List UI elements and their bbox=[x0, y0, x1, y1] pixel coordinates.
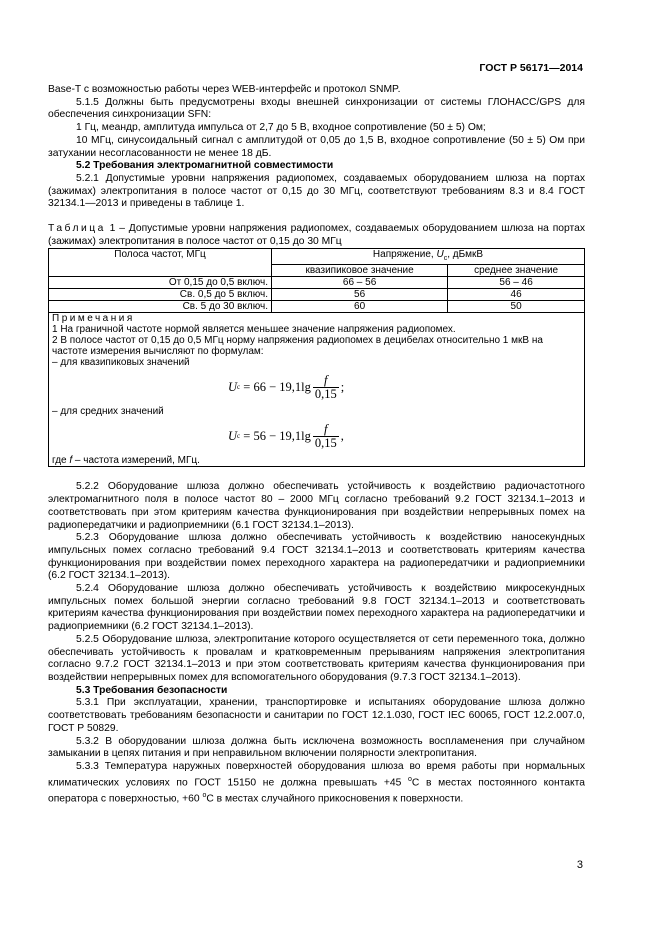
paragraph-5-2-3: 5.2.3 Оборудование шлюза должно обеспечивать устойчивость к воздействию наносекундных импульсных помех согласно требований 9.4 ГОСТ 32134.1–2013 и соответствовать критериям качества функционирования при воздействии помех переходного характера на радиопередатчики и радиоприемники (6.2 ГОСТ 32134.1–2013). bbox=[48, 532, 585, 582]
notes-title: Примечания bbox=[52, 313, 135, 325]
table-caption-label: Таблица bbox=[48, 223, 106, 235]
note-quasi-peak-label: – для квазипиковых значений bbox=[52, 357, 190, 369]
table-notes bbox=[49, 313, 585, 467]
avg-cell: 50 bbox=[448, 301, 585, 313]
paragraph-base-t: Base-T с возможностью работы через WEB-интерфейс и протокол SNMP. bbox=[48, 84, 401, 95]
formula-2-denominator: 0,15 bbox=[314, 435, 337, 450]
band-cell: От 0,15 до 0,5 включ. bbox=[49, 277, 272, 289]
paragraph-10mhz: 10 МГц, синусоидальный сигнал с амплитудой от 0,05 до 1,5 В, входное сопротивление (50 ± 5) Ом при затухании несогласованности не менее 18 дБ. bbox=[48, 134, 585, 159]
p533-part-a: 5.3.3 Температура наружных поверхностей оборудования шлюза во время работы при нормальных климатических условиях по ГОСТ 15150 не должна превышать +45 bbox=[48, 760, 585, 789]
paragraph-5-2-1: 5.2.1 Допустимые уровни напряжения радиопомех, создаваемых оборудованием шлюза на портах (зажимах) электропитания в полосе частот от 0,15 до 30 МГц, соответствуют требованиям 8.3 и 8.4 ГОСТ 32134.1—2013 и приведены в таблице 1. bbox=[48, 172, 585, 210]
degree-sign-1: o bbox=[407, 775, 412, 783]
header-average: среднее значение bbox=[448, 265, 585, 277]
document-header: ГОСТ Р 56171—2014 bbox=[479, 62, 583, 74]
table-caption bbox=[48, 223, 585, 248]
header-voltage-suffix: , дБмкВ bbox=[447, 249, 484, 261]
table-row bbox=[49, 289, 585, 301]
header-voltage bbox=[272, 249, 585, 265]
table-caption-text: 1 – Допустимые уровни напряжения радиопомех, создаваемых оборудованием шлюза на портах (зажимах) электропитания в полосе частот от 0,15 до 30 МГц bbox=[48, 223, 585, 247]
formula-quasi-peak bbox=[52, 368, 581, 406]
table-header-row bbox=[49, 249, 585, 265]
avg-cell: 46 bbox=[448, 289, 585, 301]
formula-2-numerator: f bbox=[324, 421, 328, 436]
note-where-suffix: – частота измерений, МГц. bbox=[72, 455, 200, 467]
section-heading-5-3: 5.3 Требования безопасности bbox=[76, 684, 228, 696]
paragraph-5-3-3 bbox=[48, 761, 585, 806]
table-row bbox=[49, 301, 585, 313]
header-quasi-peak: квазипиковое значение bbox=[272, 265, 448, 277]
formula-1-numerator: f bbox=[324, 372, 328, 387]
page-number: 3 bbox=[576, 859, 583, 871]
degree-sign-2: o bbox=[202, 791, 207, 799]
formula-2-fraction bbox=[313, 423, 339, 450]
formula-1-lhs-sub: c bbox=[237, 382, 241, 391]
paragraph-5-3-1: 5.3.1 При эксплуатации, хранении, транспортировке и испытаниях оборудование шлюза должно соответствовать требованиям безопасности и санитарии по ГОСТ 12.1.030, ГОСТ IEC 60065, ГОСТ 12.2.007.0, ГОСТ Р 50829. bbox=[48, 697, 585, 734]
table-notes-row bbox=[49, 313, 585, 467]
formula-2-lhs: U bbox=[228, 428, 238, 443]
section-heading-5-2: 5.2 Требования электромагнитной совместимости bbox=[76, 160, 334, 172]
band-cell: Св. 5 до 30 включ. bbox=[49, 301, 272, 313]
paragraph-5-2-5: 5.2.5 Оборудование шлюза, электропитание которого осуществляется от сети переменного тока, должно обеспечивать устойчивость к провалам и кратковременным прерываниям напряжения электропитания согласно 9.7.2 ГОСТ 32134.1–2013 и при этом соответствовать критериям качества функционирования при воздействии непрерывных помех для вспомогательного оборудования (9.7.3 ГОСТ 32134.1–2013). bbox=[48, 633, 585, 683]
formula-1-fraction bbox=[313, 374, 339, 401]
formula-average bbox=[52, 417, 581, 455]
formula-2-end: , bbox=[340, 428, 344, 443]
p533-part-c: С в местах случайного прикосновения к поверхности. bbox=[206, 793, 464, 805]
header-frequency-band: Полоса частот, МГц bbox=[49, 249, 272, 277]
header-voltage-prefix: Напряжение, bbox=[372, 249, 437, 261]
paragraph-5-1-5: 5.1.5 Должны быть предусмотрены входы внешней синхронизации от системы ГЛОНАСС/GPS для обеспечения синхронизации SFN: bbox=[48, 96, 585, 121]
paragraph-1hz: 1 Гц, меандр, амплитуда импульса от 2,7 до 5 В, входное сопротивление (50 ± 5) Ом; bbox=[76, 122, 486, 134]
note-1: 1 На граничной частоте нормой является меньшее значение напряжения радиопомех. bbox=[52, 324, 456, 336]
document-body bbox=[48, 84, 585, 806]
p533-part-b: С в местах постоянного контакта оператора с поверхностью, +60 bbox=[48, 777, 585, 805]
formula-2-lhs-sub: c bbox=[237, 431, 241, 440]
qp-cell: 66 – 56 bbox=[272, 277, 448, 289]
note-where bbox=[52, 455, 581, 466]
qp-cell: 60 bbox=[272, 301, 448, 313]
formula-1-end: ; bbox=[340, 379, 345, 394]
emission-limits-table bbox=[48, 248, 585, 467]
formula-1-rhs: = 66 − 19,1lg bbox=[243, 379, 311, 394]
paragraph-5-2-2: 5.2.2 Оборудование шлюза должно обеспечивать устойчивость к воздействию радиочастотного электромагнитного поля в полосе частот 80 – 2000 МГц согласно требований 9.2 ГОСТ 32134.1–2013 и соответствовать при этом критериям качества функционирования при воздействии непрерывных помех на радиопередатчики и радиоприемники (6.1 ГОСТ 32134.1–2013). bbox=[48, 481, 585, 531]
avg-cell: 56 – 46 bbox=[448, 277, 585, 289]
formula-2-rhs: = 56 − 19,1lg bbox=[243, 428, 311, 443]
note-where-prefix: где bbox=[52, 455, 70, 467]
note-average-label: – для средних значений bbox=[52, 406, 164, 418]
formula-1-lhs: U bbox=[228, 379, 238, 394]
header-voltage-symbol: U bbox=[436, 249, 444, 261]
header-voltage-sub: c bbox=[443, 255, 448, 263]
formula-1-denominator: 0,15 bbox=[314, 386, 337, 401]
table-row bbox=[49, 277, 585, 289]
paragraph-5-2-4: 5.2.4 Оборудование шлюза должно обеспечивать устойчивость к воздействию микросекундных импульсных помех большой энергии согласно требований 9.8 ГОСТ 32134.1–2013 и соответствовать критериям качества функционирования при воздействии помех переходного характера на радиопередатчики и радиоприемники (6.2 ГОСТ 32134.1–2013). bbox=[48, 583, 585, 633]
band-cell: Св. 0,5 до 5 включ. bbox=[49, 289, 272, 301]
paragraph-5-3-2: 5.3.2 В оборудовании шлюза должна быть исключена возможность воспламенения при случайном замыкании в цепях питания и при неправильном включении полярности электропитания. bbox=[48, 735, 585, 760]
note-where-f: f bbox=[69, 455, 73, 467]
qp-cell: 56 bbox=[272, 289, 448, 301]
note-2: 2 В полосе частот от 0,15 до 0,5 МГц норму напряжения радиопомех в децибелах относительно 1 мкВ на частоте измерения вычисляют по формулам: bbox=[52, 335, 543, 358]
